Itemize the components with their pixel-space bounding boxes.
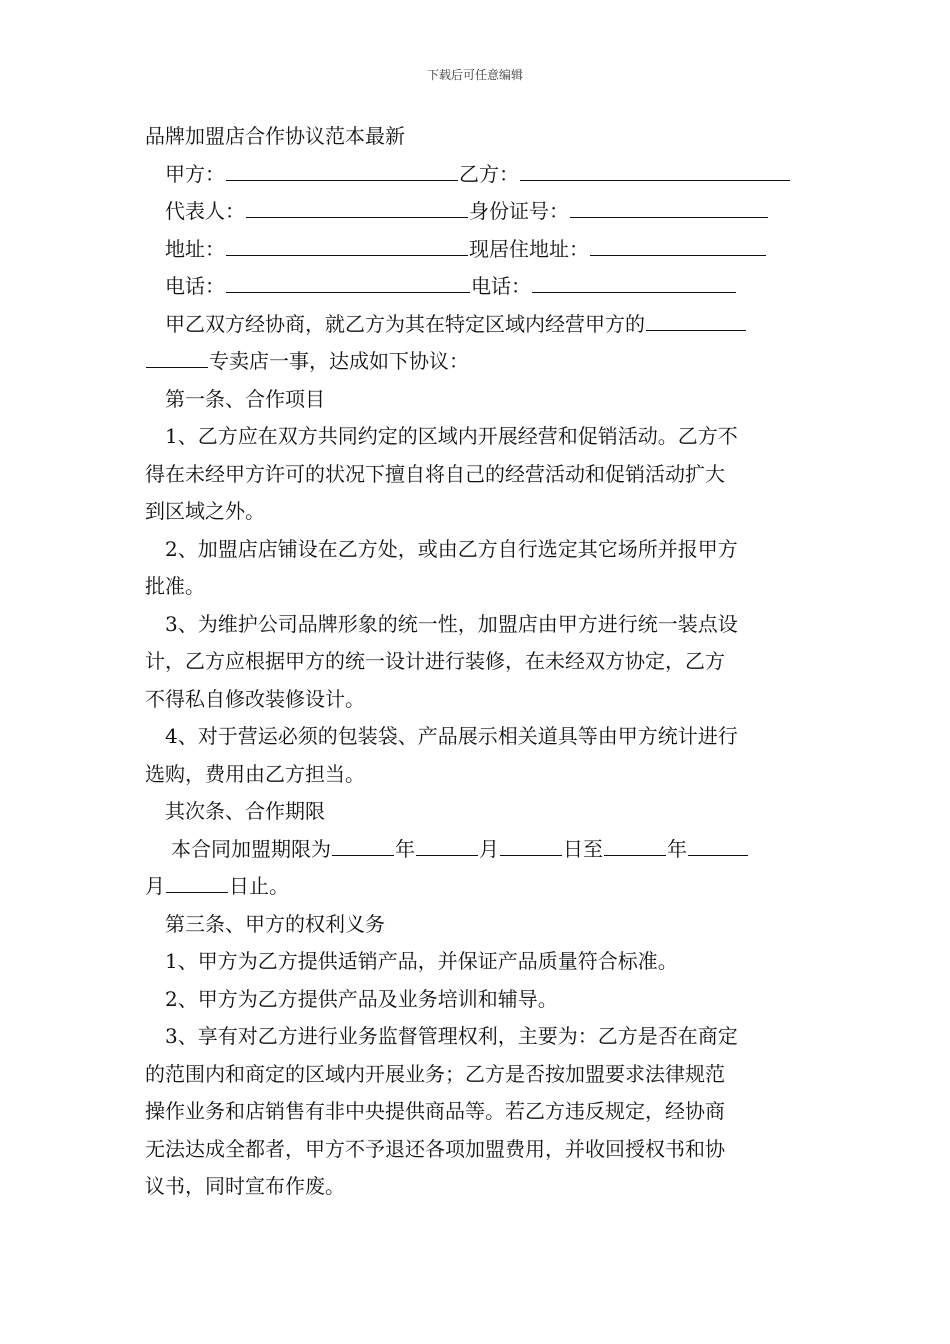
term-prefix: 本合同加盟期限为 [171,836,331,861]
article3-item1: 1、甲方为乙方提供适销产品，并保证产品质量符合标准。 [165,949,678,973]
end-month-blank[interactable] [688,831,748,856]
article2-heading: 其次条、合作期限 [165,799,325,823]
start-year-blank[interactable] [332,831,394,856]
representative-line [145,193,810,231]
article2-term-line-2 [145,868,810,906]
representative-blank[interactable] [246,193,468,218]
party-line [145,156,810,194]
day-end-label: 日止。 [229,874,289,898]
brand-blank-cont[interactable] [146,343,208,368]
intro-text-2: 专卖店一事，达成如下协议： [209,349,469,373]
article1-item2-l2: 批准。 [145,574,205,598]
page-header: 下载后可任意编辑 [426,68,523,82]
intro-line-2 [145,343,810,381]
article3-item3-l3: 操作业务和店销售有非中央提供商品等。若乙方违反规定，经协商 [145,1099,725,1123]
article1-item3-l1: 3、为维护公司品牌形象的统一性，加盟店由甲方进行统一装点设 [165,611,738,636]
day-to-label: 日至 [563,836,603,861]
document-title: 品牌加盟店合作协议范本最新 [145,124,405,148]
article3-item2: 2、甲方为乙方提供产品及业务培训和辅导。 [165,986,558,1011]
article1-item3-l3: 不得私自修改装修设计。 [145,686,365,711]
month-label: 月 [479,836,499,861]
document-body [145,118,810,1206]
id-number-label: 身份证号： [469,199,569,223]
party-b-label: 乙方： [459,161,519,186]
article2-term-line-1 [145,831,810,869]
article3-item3-l1: 3、享有对乙方进行业务监督管理权利，主要为：乙方是否在商定 [165,1024,738,1048]
party-a-label: 甲方： [165,161,225,186]
article1-item3-l2: 计，乙方应根据甲方的统一设计进行装修，在未经双方协定，乙方 [145,649,725,673]
representative-label: 代表人： [165,199,245,223]
article1-item1-l3: 到区域之外。 [145,499,265,523]
phone-b-blank[interactable] [532,268,736,293]
end-month-label: 月 [145,874,165,898]
article3-item3-l2: 的范围内和商定的区域内开展业务；乙方是否按加盟要求法律规范 [145,1061,725,1086]
article3-item3-l5: 议书，同时宣布作废。 [145,1174,345,1198]
id-number-blank[interactable] [570,193,768,218]
address-line [145,231,810,269]
end-year-blank[interactable] [604,831,666,856]
phone-a-blank[interactable] [226,268,470,293]
address-label: 地址： [165,236,225,261]
phone-b-label: 电话： [471,274,531,298]
current-address-label: 现居住地址： [469,236,589,261]
phone-a-label: 电话： [165,274,225,298]
end-year-label: 年 [667,836,687,861]
party-a-blank[interactable] [226,156,458,181]
party-b-blank[interactable] [520,156,790,181]
intro-line-1 [145,306,810,344]
end-day-blank[interactable] [166,868,228,893]
article1-item4-l1: 4、对于营运必须的包装袋、产品展示相关道具等由甲方统计进行 [165,724,738,748]
address-blank[interactable] [226,231,468,256]
article1-item1-l1: 1、乙方应在双方共同约定的区域内开展经营和促销活动。乙方不 [165,424,738,448]
intro-text-1: 甲乙双方经协商，就乙方为其在特定区域内经营甲方的 [165,311,645,336]
current-address-blank[interactable] [590,231,766,256]
start-month-blank[interactable] [416,831,478,856]
article1-item4-l2: 选购，费用由乙方担当。 [145,761,365,786]
phone-line [145,268,810,306]
article3-item3-l4: 无法达成全都者，甲方不予退还各项加盟费用，并收回授权书和协 [145,1136,725,1161]
article1-item2-l1: 2、加盟店店铺设在乙方处，或由乙方自行选定其它场所并报甲方 [165,536,738,561]
article3-heading: 第三条、甲方的权利义务 [165,911,385,936]
brand-blank[interactable] [646,306,746,331]
year-label: 年 [395,836,415,861]
article1-item1-l2: 得在未经甲方许可的状况下擅自将自己的经营活动和促销活动扩大 [145,461,725,486]
start-day-blank[interactable] [500,831,562,856]
article1-heading: 第一条、合作项目 [165,386,325,411]
